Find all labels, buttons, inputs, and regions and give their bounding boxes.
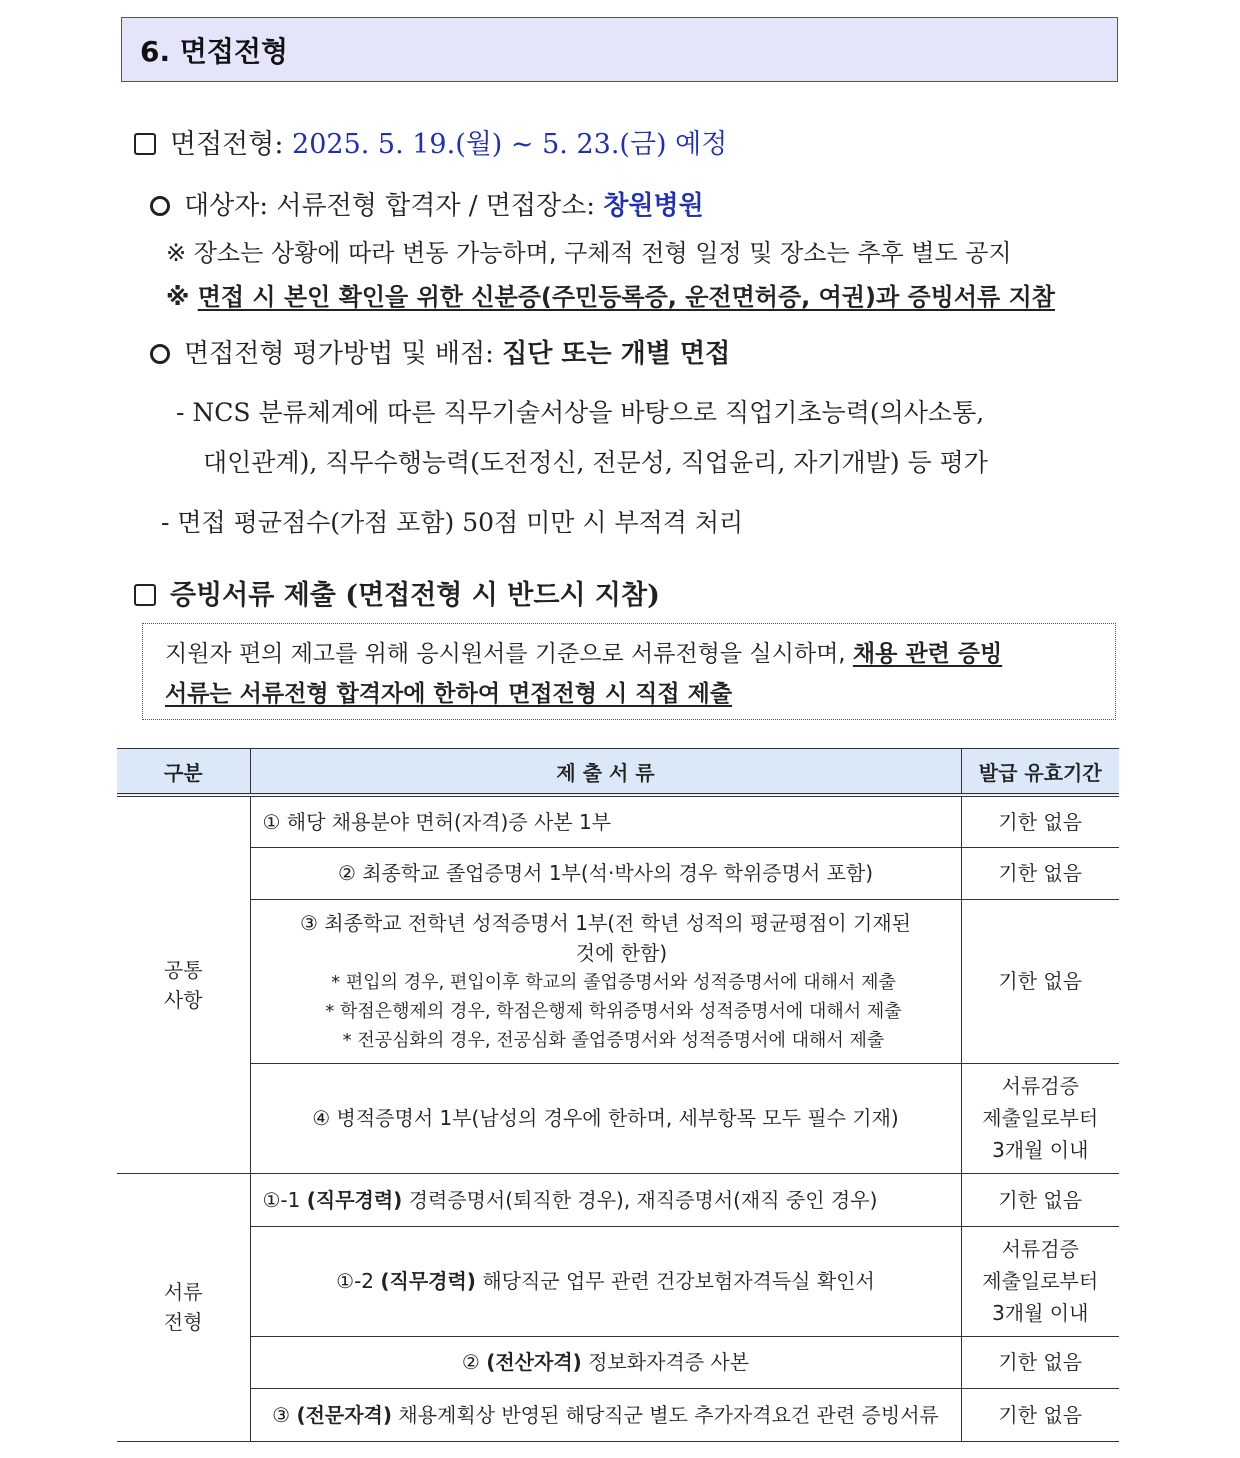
table-row <box>117 1063 1119 1173</box>
document-cell: ③ 최종학교 전학년 성적증명서 1부(전 학년 성적의 평균평점이 기재된 것에 한함) * 편입의 경우, 편입이후 학교의 졸업증명서와 성적증명서에 대해서 제출 * 학점은행제의 경우, 학점은행제 학위증명서와 성적증명서에 대해서 제출 * 전공심화의 경우, 전공심화 졸업증명서와 성적증명서에 대해서 제출 <box>250 899 961 1063</box>
validity-cell: 기한 없음 <box>961 847 1119 899</box>
sub-note: * 편입의 경우, 편입이후 학교의 졸업증명서와 성적증명서에 대해서 제출 <box>331 971 896 993</box>
circle-bullet-icon <box>150 344 170 364</box>
group-cell-screening: 서류 전형 <box>117 1173 250 1441</box>
target-label: 대상자: 서류전형 합격자 / 면접장소: <box>184 191 595 221</box>
validity-cell: 서류검증 제출일로부터 3개월 이내 <box>961 1063 1119 1173</box>
column-header: 제 출 서 류 <box>250 749 961 796</box>
column-header: 발급 유효기간 <box>961 749 1119 796</box>
evaluation-method: 집단 또는 개별 면접 <box>502 339 731 369</box>
validity-cell: 기한 없음 <box>961 1388 1119 1441</box>
sub-note: * 학점은행제의 경우, 학점은행제 학위증명서와 성적증명서에 대해서 제출 <box>325 1000 902 1022</box>
documents-table <box>117 748 1119 1442</box>
square-bullet-icon <box>134 133 156 155</box>
table-header-row <box>117 749 1119 796</box>
note-2-text: 면접 시 본인 확인을 위한 신분증(주민등록증, 운전면허증, 여권)과 증빙서류 지참 <box>197 283 1055 311</box>
validity-cell: 기한 없음 <box>961 1173 1119 1226</box>
evaluation-label: 면접전형 평가방법 및 배점: <box>184 339 494 369</box>
interview-place: 창원병원 <box>603 191 704 221</box>
evaluation-detail-1: - NCS 분류체계에 따른 직무기술서상을 바탕으로 직업기초능력(의사소통, <box>176 398 985 427</box>
interview-schedule: 2025. 5. 19.(월) ~ 5. 23.(금) 예정 <box>292 129 728 160</box>
interview-schedule-line <box>134 122 727 161</box>
column-header: 구분 <box>117 749 250 796</box>
validity-cell: 기한 없음 <box>961 1336 1119 1388</box>
table-row <box>117 847 1119 899</box>
interview-label: 면접전형: <box>170 129 284 160</box>
evaluation-line <box>150 333 730 370</box>
document-cell: ② (전산자격) 정보화자격증 사본 <box>250 1336 961 1388</box>
validity-cell: 기한 없음 <box>961 899 1119 1063</box>
submission-notice-box: 지원자 편의 제고를 위해 응시원서를 기준으로 서류전형을 실시하며, 채용 관련 증빙 서류는 서류전형 합격자에 한하여 면접전형 시 직접 제출 <box>142 623 1116 720</box>
group-cell-common: 공통 사항 <box>117 795 250 1173</box>
document-cell: ①-2 (직무경력) 해당직군 업무 관련 건강보험자격득실 확인서 <box>250 1226 961 1336</box>
target-line <box>150 185 704 222</box>
sub-note: * 전공심화의 경우, 전공심화 졸업증명서와 성적증명서에 대해서 제출 <box>342 1029 885 1051</box>
document-cell: ①-1 (직무경력) 경력증명서(퇴직한 경우), 재직증명서(재직 중인 경우) <box>250 1173 961 1226</box>
note-2: ※ 면접 시 본인 확인을 위한 신분증(주민등록증, 운전면허증, 여권)과 증빙서류 지참 <box>166 283 1055 311</box>
evaluation-detail-1-cont: 대인관계), 직무수행능력(도전정신, 전문성, 직업윤리, 자기개발) 등 평가 <box>203 448 988 477</box>
section-title-text: 6. 면접전형 <box>140 34 289 68</box>
table-row <box>117 1226 1119 1336</box>
table-row <box>117 1336 1119 1388</box>
table-row <box>117 1388 1119 1441</box>
submission-title-line <box>134 573 660 612</box>
table-row <box>117 899 1119 1063</box>
document-cell: ④ 병적증명서 1부(남성의 경우에 한하며, 세부항목 모두 필수 기재) <box>250 1063 961 1173</box>
submission-title: 증빙서류 제출 (면접전형 시 반드시 지참) <box>170 580 660 611</box>
document-cell: ② 최종학교 졸업증명서 1부(석·박사의 경우 학위증명서 포함) <box>250 847 961 899</box>
document-cell: ① 해당 채용분야 면허(자격)증 사본 1부 <box>250 795 961 847</box>
evaluation-detail-2: - 면접 평균점수(가점 포함) 50점 미만 시 부적격 처리 <box>161 508 744 537</box>
note-1: ※ 장소는 상황에 따라 변동 가능하며, 구체적 전형 일정 및 장소는 추후 별도 공지 <box>166 239 1012 267</box>
table-row <box>117 1173 1119 1226</box>
table-row <box>117 795 1119 847</box>
validity-cell: 서류검증 제출일로부터 3개월 이내 <box>961 1226 1119 1336</box>
section-title <box>121 17 1118 82</box>
validity-cell: 기한 없음 <box>961 795 1119 847</box>
document-cell: ③ (전문자격) 채용계획상 반영된 해당직군 별도 추가자격요건 관련 증빙서류 <box>250 1388 961 1441</box>
circle-bullet-icon <box>150 196 170 216</box>
square-bullet-icon <box>134 584 156 606</box>
